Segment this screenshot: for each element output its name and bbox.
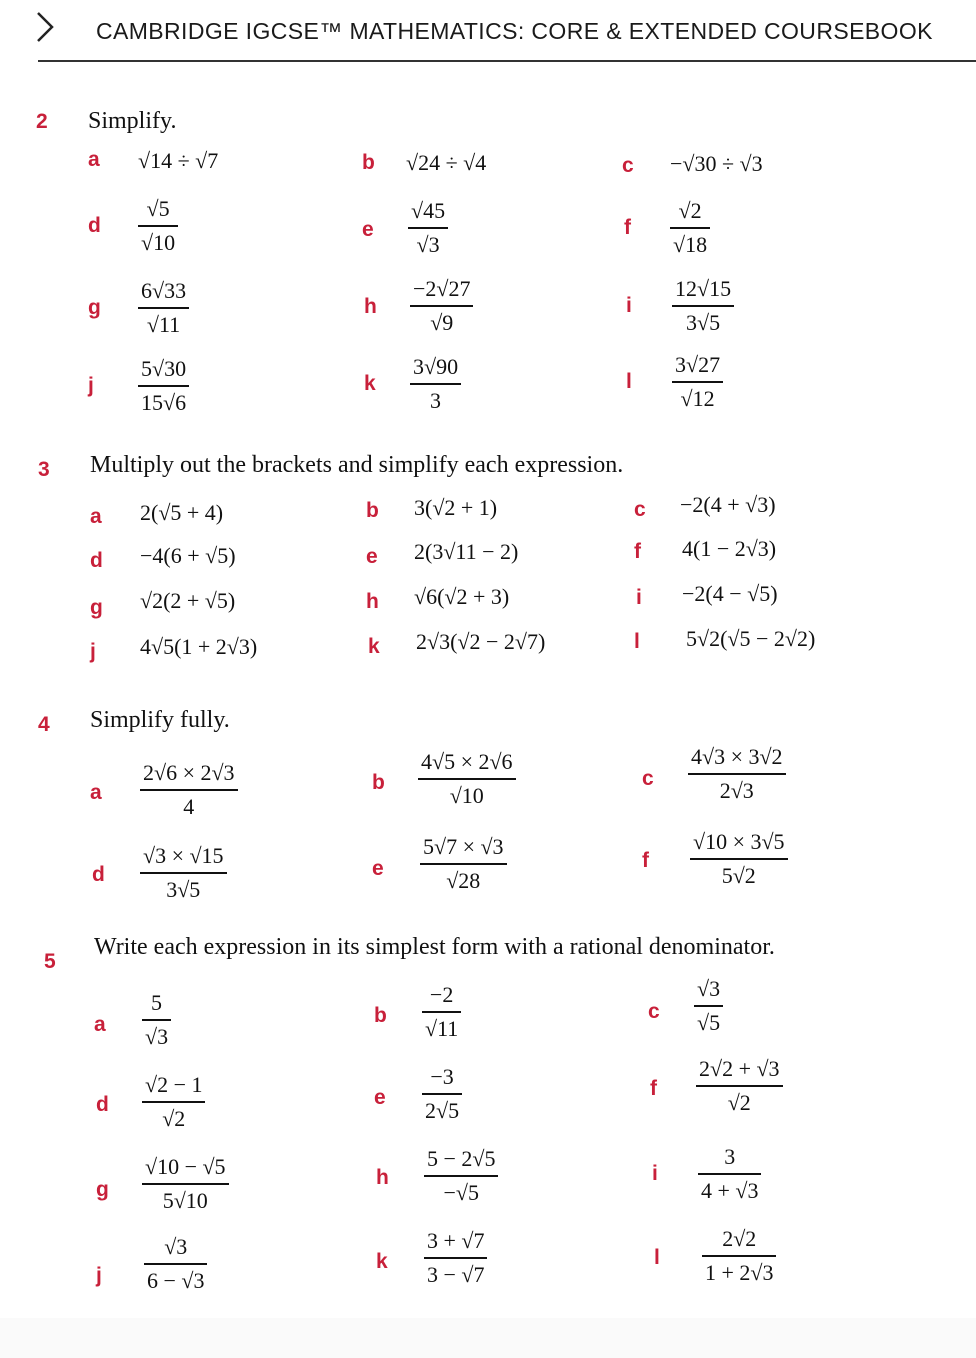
q3-label-g: g xyxy=(90,596,103,619)
q5-label-a: a xyxy=(94,1013,106,1036)
q4-label-b: b xyxy=(372,771,385,794)
q4-label-c: c xyxy=(642,767,654,790)
question-4-instruction: Simplify fully. xyxy=(90,707,230,733)
denominator: 2√5 xyxy=(425,1097,460,1123)
book-title: CAMBRIDGE IGCSE™ MATHEMATICS: CORE & EXTENDED COURSEBOOK xyxy=(96,18,933,44)
numerator: 4√3 × 3√2 xyxy=(691,744,783,769)
numerator: 3 xyxy=(724,1144,736,1169)
q2-label-i: i xyxy=(626,294,632,317)
q3-label-h: h xyxy=(366,590,379,613)
denominator: √2 xyxy=(727,1089,751,1115)
q5-label-b: b xyxy=(374,1004,387,1027)
denominator: 3√5 xyxy=(166,876,201,902)
denominator: 5√10 xyxy=(162,1187,208,1213)
numerator: 12√15 xyxy=(675,276,732,301)
q3-label-l: l xyxy=(634,630,640,653)
numerator: √3 × √15 xyxy=(143,843,224,868)
numerator: 5 xyxy=(151,990,163,1015)
page-header xyxy=(0,0,976,70)
q5-fraction-b xyxy=(422,982,461,1042)
denominator: 3 xyxy=(430,387,442,413)
q5-fraction-h xyxy=(424,1146,498,1206)
numerator: 2√6 × 2√3 xyxy=(143,760,235,785)
q4-label-a: a xyxy=(90,781,102,804)
numerator: √45 xyxy=(411,198,446,223)
numerator: √3 xyxy=(164,1234,188,1259)
denominator: √9 xyxy=(430,309,454,335)
q2-fraction-g xyxy=(138,278,189,338)
q2-fraction-j xyxy=(138,356,189,416)
denominator: √11 xyxy=(425,1015,459,1041)
q3-label-i: i xyxy=(636,586,642,609)
q3-expression-e: 2(3√11 − 2) xyxy=(414,539,519,564)
q5-fraction-c xyxy=(694,976,723,1036)
denominator: √11 xyxy=(146,311,181,337)
chevron-right-icon[interactable] xyxy=(34,10,56,44)
denominator: √2 xyxy=(162,1105,186,1131)
q4-fraction-c xyxy=(688,744,786,804)
denominator: √10 xyxy=(141,229,176,255)
denominator: 5√2 xyxy=(721,862,756,888)
q2-fraction-k xyxy=(410,354,461,414)
q4-fraction-a xyxy=(140,760,238,820)
q3-label-c: c xyxy=(634,498,646,521)
q3-expression-a: 2(√5 + 4) xyxy=(140,500,224,525)
denominator: 3 − √7 xyxy=(427,1261,485,1287)
q2-expression-a: √14 ÷ √7 xyxy=(138,148,219,173)
q5-label-g: g xyxy=(96,1178,109,1201)
q3-expression-d: −4(6 + √5) xyxy=(140,543,236,568)
q3-expression-l: 5√2(√5 − 2√2) xyxy=(686,626,816,651)
numerator: 5√30 xyxy=(141,356,187,381)
q3-expression-h: √6(√2 + 3) xyxy=(414,584,510,609)
denominator: √3 xyxy=(145,1023,169,1049)
q5-fraction-f xyxy=(696,1056,783,1116)
denominator: 6 − √3 xyxy=(147,1267,205,1293)
numerator: 4√5 × 2√6 xyxy=(421,749,513,774)
q5-fraction-j xyxy=(144,1234,207,1294)
q5-fraction-d xyxy=(142,1072,205,1132)
denominator: 3√5 xyxy=(686,309,721,335)
denominator: √28 xyxy=(446,867,481,893)
q2-label-j: j xyxy=(88,374,94,397)
q3-expression-i: −2(4 − √5) xyxy=(682,581,778,606)
q2-label-a: a xyxy=(88,148,100,171)
q3-expression-b: 3(√2 + 1) xyxy=(414,495,498,520)
q5-label-e: e xyxy=(374,1086,386,1109)
question-5-instruction: Write each expression in its simplest form with a rational denominator. xyxy=(94,934,775,960)
q2-label-e: e xyxy=(362,218,374,241)
q5-label-c: c xyxy=(648,1000,660,1023)
q4-label-d: d xyxy=(92,863,105,886)
denominator: 2√3 xyxy=(719,777,754,803)
question-3-number: 3 xyxy=(38,458,50,481)
q5-fraction-e xyxy=(422,1064,462,1124)
q5-fraction-k xyxy=(424,1228,487,1288)
q4-fraction-f xyxy=(690,829,788,889)
q5-label-i: i xyxy=(652,1162,658,1185)
q5-label-k: k xyxy=(376,1250,388,1273)
q2-label-h: h xyxy=(364,295,377,318)
q5-label-d: d xyxy=(96,1093,109,1116)
denominator: 15√6 xyxy=(141,389,187,415)
q3-label-a: a xyxy=(90,505,102,528)
numerator: −3 xyxy=(430,1064,454,1089)
q3-label-e: e xyxy=(366,545,378,568)
q5-label-l: l xyxy=(654,1246,660,1269)
q5-label-f: f xyxy=(650,1077,657,1100)
header-divider xyxy=(38,60,976,62)
q5-fraction-g xyxy=(142,1154,229,1214)
q2-fraction-f xyxy=(670,198,710,258)
q3-expression-f: 4(1 − 2√3) xyxy=(682,536,777,561)
q3-expression-k: 2√3(√2 − 2√7) xyxy=(416,629,546,654)
q5-label-h: h xyxy=(376,1166,389,1189)
page-bottom-margin xyxy=(0,1318,976,1358)
q2-fraction-h xyxy=(410,276,473,336)
denominator: √5 xyxy=(697,1009,721,1035)
numerator: 5 − 2√5 xyxy=(427,1146,496,1171)
q3-label-j: j xyxy=(90,640,96,663)
q3-expression-g: √2(2 + √5) xyxy=(140,588,236,613)
q4-fraction-d xyxy=(140,843,227,903)
question-3-instruction: Multiply out the brackets and simplify each expression. xyxy=(90,452,624,478)
q5-fraction-a xyxy=(142,990,171,1050)
denominator: 1 + 2√3 xyxy=(705,1259,774,1285)
denominator: 4 + √3 xyxy=(701,1177,759,1203)
q4-fraction-b xyxy=(418,749,516,809)
denominator: √3 xyxy=(416,231,440,257)
numerator: √10 × 3√5 xyxy=(693,829,785,854)
q5-fraction-l xyxy=(702,1226,776,1286)
numerator: 3 + √7 xyxy=(427,1228,485,1253)
denominator: −√5 xyxy=(443,1179,479,1205)
q2-expression-b: √24 ÷ √4 xyxy=(406,150,487,175)
numerator: 2√2 + √3 xyxy=(699,1056,780,1081)
numerator: 3√27 xyxy=(675,352,721,377)
q3-label-k: k xyxy=(368,635,380,658)
q3-expression-c: −2(4 + √3) xyxy=(680,492,776,517)
q3-expression-j: 4√5(1 + 2√3) xyxy=(140,634,258,659)
question-5-number: 5 xyxy=(44,950,56,973)
q2-expression-c: −√30 ÷ √3 xyxy=(670,151,763,176)
question-2-number: 2 xyxy=(36,110,48,133)
q2-label-c: c xyxy=(622,154,634,177)
q2-fraction-i xyxy=(672,276,734,336)
denominator: √18 xyxy=(673,231,708,257)
q3-label-d: d xyxy=(90,549,103,572)
denominator: 4 xyxy=(183,793,195,819)
q2-label-b: b xyxy=(362,151,375,174)
numerator: √10 − √5 xyxy=(145,1154,226,1179)
q2-label-d: d xyxy=(88,214,101,237)
q4-label-e: e xyxy=(372,857,384,880)
q2-label-f: f xyxy=(624,216,631,239)
q5-label-j: j xyxy=(96,1264,102,1287)
q4-fraction-e xyxy=(420,834,507,894)
numerator: −2√27 xyxy=(413,276,471,301)
q4-label-f: f xyxy=(642,849,649,872)
q2-label-l: l xyxy=(626,370,632,393)
numerator: 5√7 × √3 xyxy=(423,834,504,859)
denominator: √12 xyxy=(680,385,715,411)
numerator: 6√33 xyxy=(141,278,187,303)
denominator: √10 xyxy=(449,782,484,808)
q5-fraction-i xyxy=(698,1144,761,1204)
q2-fraction-d xyxy=(138,196,178,256)
numerator: √2 xyxy=(678,198,702,223)
question-2-instruction: Simplify. xyxy=(88,108,177,134)
q3-label-f: f xyxy=(634,540,641,563)
numerator: √3 xyxy=(697,976,721,1001)
numerator: √5 xyxy=(146,196,170,221)
numerator: √2 − 1 xyxy=(145,1072,203,1097)
numerator: −2 xyxy=(429,982,454,1007)
q2-label-g: g xyxy=(88,296,101,319)
q2-label-k: k xyxy=(364,372,376,395)
q2-fraction-e xyxy=(408,198,448,258)
numerator: 2√2 xyxy=(722,1226,757,1251)
numerator: 3√90 xyxy=(413,354,459,379)
q2-fraction-l xyxy=(672,352,723,412)
q3-label-b: b xyxy=(366,499,379,522)
question-4-number: 4 xyxy=(38,713,50,736)
